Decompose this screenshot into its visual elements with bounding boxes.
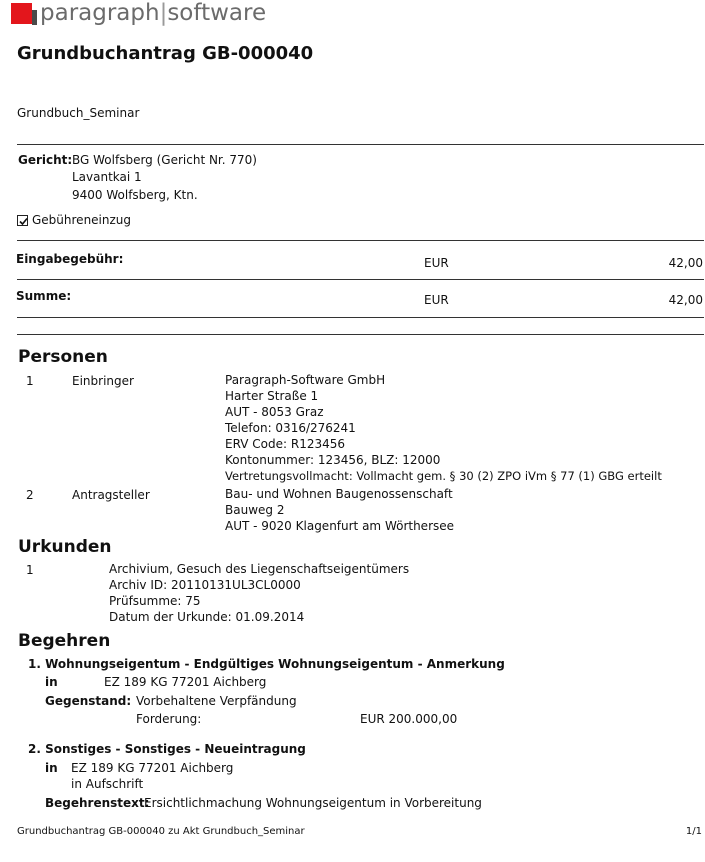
person-line: ERV Code: R123456 [225, 437, 346, 451]
request-field-label: Gegenstand: [45, 694, 132, 708]
person-line: AUT - 8053 Graz [225, 405, 324, 419]
request-title: 2. Sonstiges - Sonstiges - Neueintragung [28, 742, 306, 756]
request-sub-value: EUR 200.000,00 [360, 712, 458, 726]
sum-amount: 42,00 [668, 293, 703, 307]
person-line: Vertretungsvollmacht: Vollmacht gem. § 30 (2) ZPO iVm § 77 (1) GBG erteilt [225, 469, 662, 483]
person-line: Harter Straße 1 [225, 389, 319, 403]
person-role: Antragsteller [72, 488, 150, 502]
case-name: Grundbuch_Seminar [17, 106, 140, 120]
request-in-label: in [45, 761, 58, 775]
document-line: Archivium, Gesuch des Liegenschaftseigentümers [109, 562, 410, 576]
footer-text: Grundbuchantrag GB-000040 zu Akt Grundbuch_Seminar [17, 826, 305, 837]
logo-bar-icon [32, 10, 37, 25]
checkmark-icon [18, 216, 29, 227]
person-number: 2 [26, 488, 34, 502]
fee-amount: 42,00 [668, 256, 703, 270]
request-title: 1. Wohnungseigentum - Endgültiges Wohnungseigentum - Anmerkung [28, 657, 505, 671]
document-line: Archiv ID: 20110131UL3CL0000 [109, 578, 301, 592]
person-line: AUT - 9020 Klagenfurt am Wörthersee [225, 519, 455, 533]
person-line: Bauweg 2 [225, 503, 285, 517]
sum-currency: EUR [424, 293, 449, 307]
request-in-line: EZ 189 KG 77201 Aichberg [71, 761, 234, 775]
court-label: Gericht: [18, 153, 73, 167]
divider [17, 240, 704, 241]
logo-square-icon [11, 3, 32, 24]
court-line: 9400 Wolfsberg, Ktn. [72, 188, 198, 202]
document-number: 1 [26, 563, 34, 577]
page-title: Grundbuchantrag GB-000040 [17, 43, 314, 64]
divider [17, 317, 704, 318]
logo-text: paragraph|software [40, 0, 267, 26]
court-line: Lavantkai 1 [72, 170, 142, 184]
divider [17, 334, 704, 335]
request-in-line: in Aufschrift [71, 777, 144, 791]
request-in-label: in [45, 675, 58, 689]
person-line: Bau- und Wohnen Baugenossenschaft [225, 487, 453, 501]
court-line: BG Wolfsberg (Gericht Nr. 770) [72, 153, 257, 167]
person-role: Einbringer [72, 374, 134, 388]
request-field-value: Ersichtlichmachung Wohnungseigentum in Vorbereitung [144, 796, 482, 810]
document-line: Datum der Urkunde: 01.09.2014 [109, 610, 305, 624]
fee-label: Eingabegebühr: [16, 252, 124, 266]
sum-label: Summe: [16, 289, 72, 303]
fee-collection-label: Gebühreneinzug [32, 213, 132, 227]
person-line: Telefon: 0316/276241 [225, 421, 356, 435]
person-line: Kontonummer: 123456, BLZ: 12000 [225, 453, 441, 467]
divider [17, 144, 704, 145]
fee-currency: EUR [424, 256, 449, 270]
request-field-value: Vorbehaltene Verpfändung [136, 694, 297, 708]
person-line: Paragraph-Software GmbH [225, 373, 386, 387]
persons-heading: Personen [18, 347, 108, 367]
divider [17, 279, 704, 280]
document-line: Prüfsumme: 75 [109, 594, 201, 608]
documents-heading: Urkunden [18, 537, 112, 557]
page-number: 1/1 [685, 826, 702, 837]
request-in-line: EZ 189 KG 77201 Aichberg [104, 675, 267, 689]
request-sub-label: Forderung: [136, 712, 202, 726]
request-field-label: Begehrenstext: [45, 796, 150, 810]
person-number: 1 [26, 374, 34, 388]
fee-collection-checkbox[interactable] [17, 215, 28, 226]
requests-heading: Begehren [18, 631, 111, 651]
